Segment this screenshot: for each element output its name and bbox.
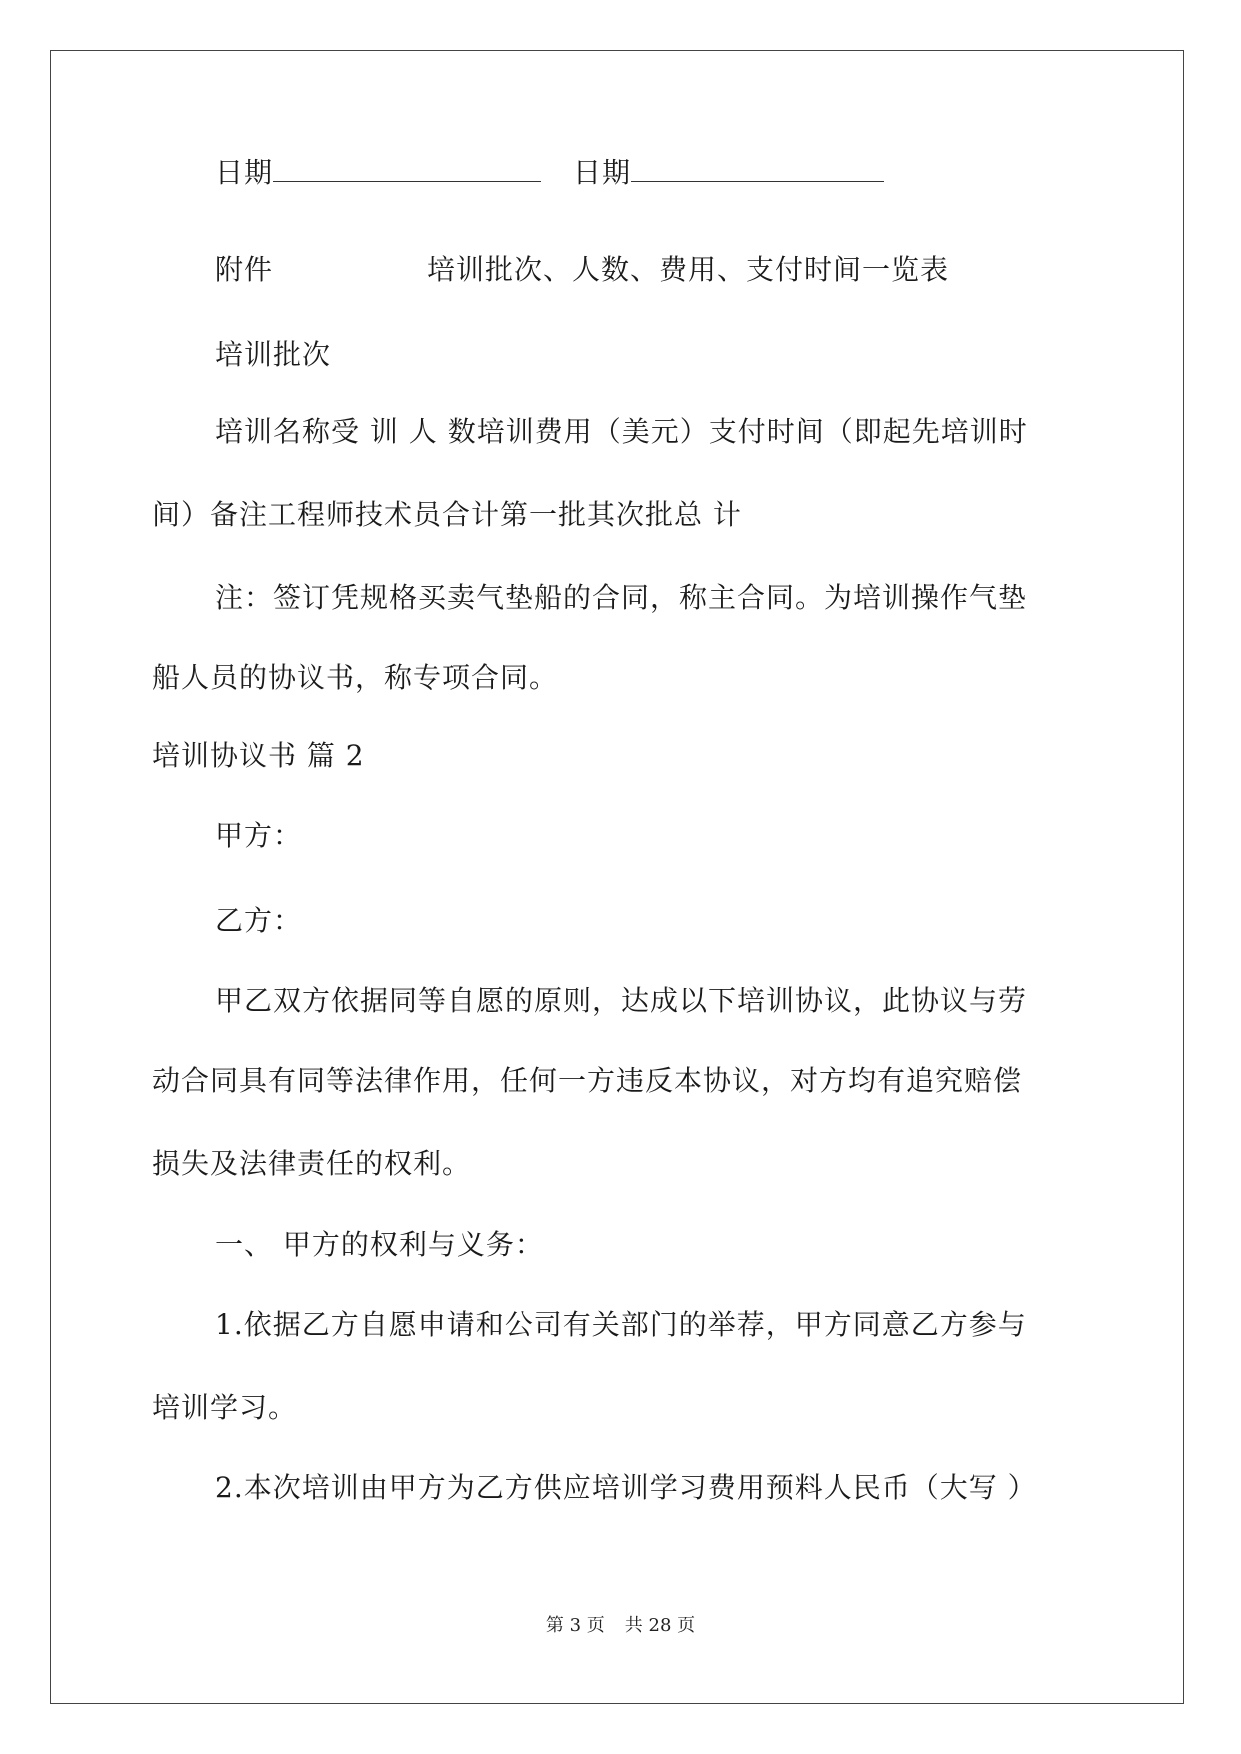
intro-line-3: 损失及法律责任的权利。 <box>152 1147 472 1180</box>
item-1-line-1: 1.依据乙方自愿申请和公司有关部门的举荐，甲方同意乙方参与 <box>215 1308 1027 1341</box>
attachment-label: 附件 <box>215 253 274 286</box>
date-row <box>215 155 884 191</box>
party-a: 甲方： <box>215 819 303 852</box>
table-header-line-1: 培训名称受 训 人 数培训费用（美元）支付时间（即起先培训时 <box>215 415 1028 448</box>
intro-line-2: 动合同具有同等法律作用，任何一方违反本协议，对方均有追究赔偿 <box>152 1064 1023 1097</box>
date-label-right: 日期 <box>573 156 632 189</box>
note-line-1: 注：签订凭规格买卖气垫船的合同，称主合同。为培训操作气垫 <box>215 581 1028 614</box>
attachment-row <box>215 252 949 288</box>
item-2-line-1: 2.本次培训由甲方为乙方供应培训学习费用预料人民币（大写 ） <box>215 1471 1037 1504</box>
section-title: 培训协议书 篇 2 <box>152 739 365 772</box>
note-line-2: 船人员的协议书，称专项合同。 <box>152 661 559 694</box>
page-footer <box>0 1614 1241 1638</box>
attachment-title: 培训批次、人数、费用、支付时间一览表 <box>427 253 950 286</box>
date-label-left: 日期 <box>215 156 274 189</box>
heading-rights-duties: 一、 甲方的权利与义务： <box>215 1228 544 1261</box>
item-1-line-2: 培训学习。 <box>152 1391 298 1424</box>
table-header-line-2: 间）备注工程师技术员合计第一批其次批总 计 <box>152 498 742 531</box>
page-border <box>50 50 1184 1704</box>
batch-line: 培训批次 <box>215 338 332 371</box>
date-blank-right[interactable] <box>631 155 884 182</box>
intro-line-1: 甲乙双方依据同等自愿的原则，达成以下培训协议，此协议与劳 <box>215 984 1028 1017</box>
page-total: 共 28 页 <box>624 1615 696 1636</box>
page-number: 第 3 页 <box>545 1615 605 1636</box>
date-blank-left[interactable] <box>273 155 541 182</box>
party-b: 乙方： <box>215 904 303 937</box>
